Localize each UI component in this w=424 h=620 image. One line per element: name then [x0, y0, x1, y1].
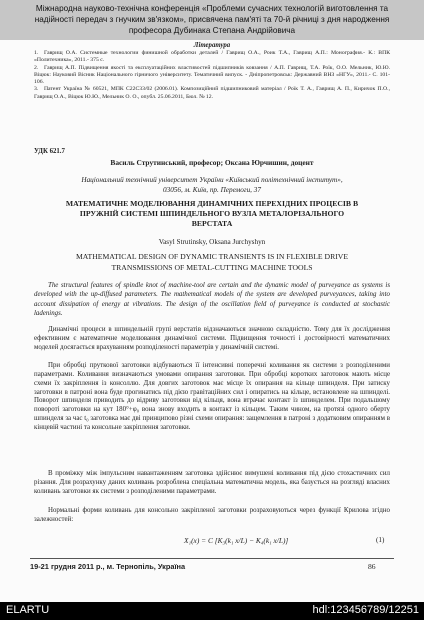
- header-line-1: Міжнародна науково-технічна конференція «Проблеми сучасних технологій виготовлення та: [35, 4, 389, 13]
- repository-name: ELARTU: [6, 604, 50, 616]
- title-ua-line-2: ПРУЖНІЙ СИСТЕМІ ШПИНДЕЛЬНОГО ВУЗЛА МЕТАЛОРІЗАЛЬНОГО: [79, 209, 345, 218]
- udc-code: УДК 621.7: [34, 148, 65, 155]
- affiliation-line-2: 03056, м. Київ, пр. Перемоги, 37: [163, 185, 261, 194]
- body-paragraph-1: Динамічні процеси в шпиндельній групі верстатів відзначаються значною складністю. Тому для їх дослідження ефективним є математичне моделювання динамічної системи. Підвищення точності і достовірності математичних моделей досягається врахуванням розподіленості параметрів у динамічній системі.: [34, 326, 390, 351]
- affiliation-line-1: Національний технічний університет України «Київський політехнічний інститут»,: [81, 176, 343, 184]
- body-paragraph-2: При обробці пруткової заготовки відбуваються її інтенсивні поперечні коливання як системи з розподіленими параметрами. Коливання визначаються умовами опирання заготовки. При обробці коротких заготовок мають місце схеми їх закріплення із консоллю. Для довгих заготовок має місце їх опирання на кільце шпинделя. При затиску заготовки в патроні вона буде прогинатись під дією гравітаційних сил і опиратись на кільце, встановлене на шпинделі. Поворот шпинделя приводить до відриву заготовки від кільця, вона втрачає контакт із шпинделем. При подальшому повороті заготовки на кут 180°+φ₀ вона знову входить в контакт із кільцем. Таким чином, на протязі одного оберту шпинделя за час t₀ заготовка має дві принципово різні схеми опирання: защемлення в патроні з додатковим опиранням в кінцевій частині та консольне закріплення заготовки.: [34, 362, 390, 431]
- reference-item: 3. Патент Україна № 60521, МПК С22С33/02 (2006.01). Композиційний підшипниковий матеріал / Роїк Т. А., Гаврищ А. П., Киричок П.О., Гаврищ О.А., Віцюк Ю.Ю., Мельник О. О., опубл. 25.06.2011, Бюл. № 12.: [34, 86, 390, 100]
- affiliation: [40, 176, 384, 195]
- title-ua-line-3: ВЕРСТАТА: [191, 219, 233, 228]
- header-line-2: надійності передач з гнучким зв'язком», присвячена пам'яті та 70-й річниці з дня народження: [34, 15, 390, 24]
- equation-number: (1): [376, 536, 385, 544]
- footer-divider: [30, 558, 394, 559]
- paper-title-ukrainian: [34, 199, 390, 229]
- title-ua-line-1: МАТЕМАТИЧНЕ МОДЕЛЮВАННЯ ДИНАМІЧНИХ ПЕРЕХІДНИХ ПРОЦЕСІВ В: [65, 199, 359, 208]
- page-number: 86: [368, 562, 376, 571]
- body-paragraph-4: Нормальні форми коливань для консольно закріпленої заготовки розраховуються через функції Крилова згідно залежностей:: [34, 507, 390, 523]
- title-en-line-2: TRANSMISSIONS OF METAL-CUTTING MACHINE TOOLS: [111, 262, 313, 272]
- reference-item: 1. Гаврищ О.А. Системные технологии финишной обработки деталей / Гаврищ О.А., Роик Т.А., Гаврищ А.П.: Монография.- К.: ВПК «Политехника», 2011.- 375 с.: [34, 50, 390, 64]
- header-line-3: професора Дубинака Степана Андрійовича: [128, 26, 296, 35]
- repository-bar: [0, 602, 424, 620]
- body-paragraph-3: В проміжку між імпульсним навантаженням заготовка здійснює вимушені коливання під дією стохастичних сил різання. Для розрахунку даних коливань розроблена спеціальна математична модель, яка базується на розгляді власних коливань заготовки як системи з розподіленими параметрами.: [34, 470, 390, 495]
- handle-identifier: hdl:123456789/12251: [312, 604, 419, 616]
- conference-header-text: [10, 3, 414, 36]
- title-en-line-1: MATHEMATICAL DESIGN OF DYNAMIC TRANSIENTS IS IN FLEXIBLE DRIVE: [75, 252, 349, 261]
- authors-ukrainian: Василь Струтинський, професор; Оксана Юрчишин, доцент: [110, 158, 314, 167]
- references-list: [34, 50, 390, 101]
- references-title: Література: [193, 42, 231, 49]
- equation-1: X₁(x) = C [K₃(k₁ x/L) − K₄(k₁ x/L)]: [184, 536, 289, 545]
- conference-header: [0, 0, 424, 40]
- footer-date-location: 19-21 грудня 2011 р., м. Тернопіль, Україна: [30, 562, 186, 571]
- abstract-english: The structural features of spindle knot of machine-tool are certain and the dynamic model of purveyance as systems is developed with the up-diffused parameters. The mathematical models of the system are developed purveyances, taking into account dissipation of energy at vibrations. The design of the oscillation field of purveyance is conducted at stochastic ladenings.: [34, 282, 390, 317]
- reference-item: 2. Гаврищ А.П. Підвищення якості та експлуатаційних властивостей підшипників ковзання / А.П. Гаврищ, Т.А. Роїк, О.О. Мельник, Ю.Ю. Віцюк: Науковий Вісник Національного гірничого університету. Тематичний випуск. - Дніпропетровськ: Державний ВНЗ «НГУ», 2011.- С. 101-106.: [34, 64, 390, 85]
- authors-english: Vasyl Strutinsky, Oksana Jurchyshyn: [158, 238, 266, 246]
- paper-title-english: [34, 252, 390, 273]
